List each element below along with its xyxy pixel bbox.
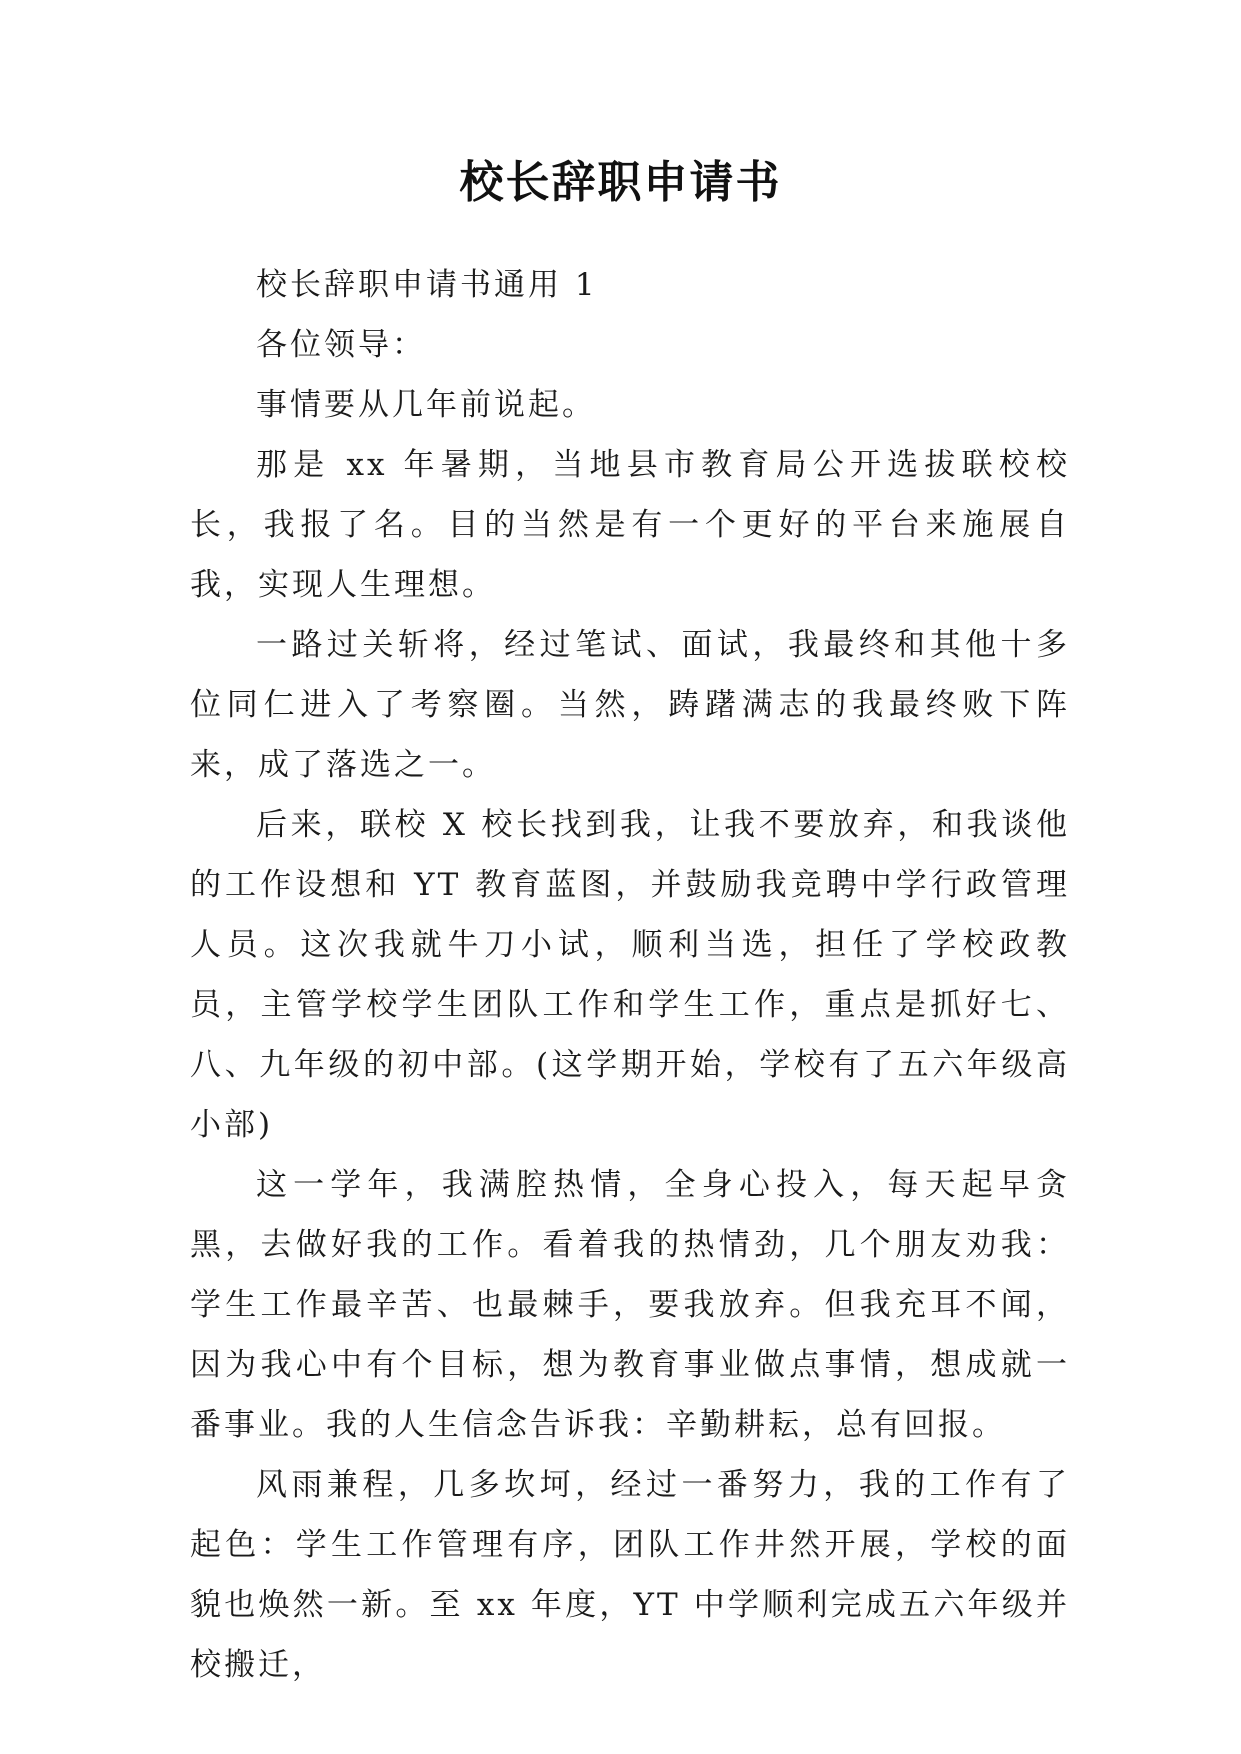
paragraph: 一路过关斩将，经过笔试、面试，我最终和其他十多位同仁进入了考察圈。当然，踌躇满志的我最终败下阵来，成了落选之一。 (190, 627, 1070, 783)
paragraph-heading: 校长辞职申请书通用 1 (256, 267, 598, 303)
paragraph: 后来，联校 X 校长找到我，让我不要放弃，和我谈他的工作设想和 YT 教育蓝图，并鼓励我竞聘中学行政管理人员。这次我就牛刀小试，顺利当选，担任了学校政教员，主管学校学生团队工作和学生工作，重点是抓好七、八、九年级的初中部。(这学期开始，学校有了五六年级高小部) (190, 807, 1070, 1143)
paragraph: 那是 xx 年暑期，当地县市教育局公开选拔联校校长，我报了名。目的当然是有一个更好的平台来施展自我，实现人生理想。 (190, 447, 1070, 603)
paragraph: 这一学年，我满腔热情，全身心投入，每天起早贪黑，去做好我的工作。看着我的热情劲，几个朋友劝我：学生工作最辛苦、也最棘手，要我放弃。但我充耳不闻，因为我心中有个目标，想为教育事业做点事情，想成就一番事业。我的人生信念告诉我：辛勤耕耘，总有回报。 (190, 1167, 1070, 1443)
document-body (190, 255, 1070, 1695)
paragraph-salutation: 各位领导： (256, 327, 426, 363)
paragraph: 风雨兼程，几多坎坷，经过一番努力，我的工作有了起色：学生工作管理有序，团队工作井然开展，学校的面貌也焕然一新。至 xx 年度，YT 中学顺利完成五六年级并校搬迁， (190, 1467, 1070, 1683)
document-title: 校长辞职申请书 (459, 157, 782, 208)
paragraph: 事情要从几年前说起。 (256, 387, 596, 423)
